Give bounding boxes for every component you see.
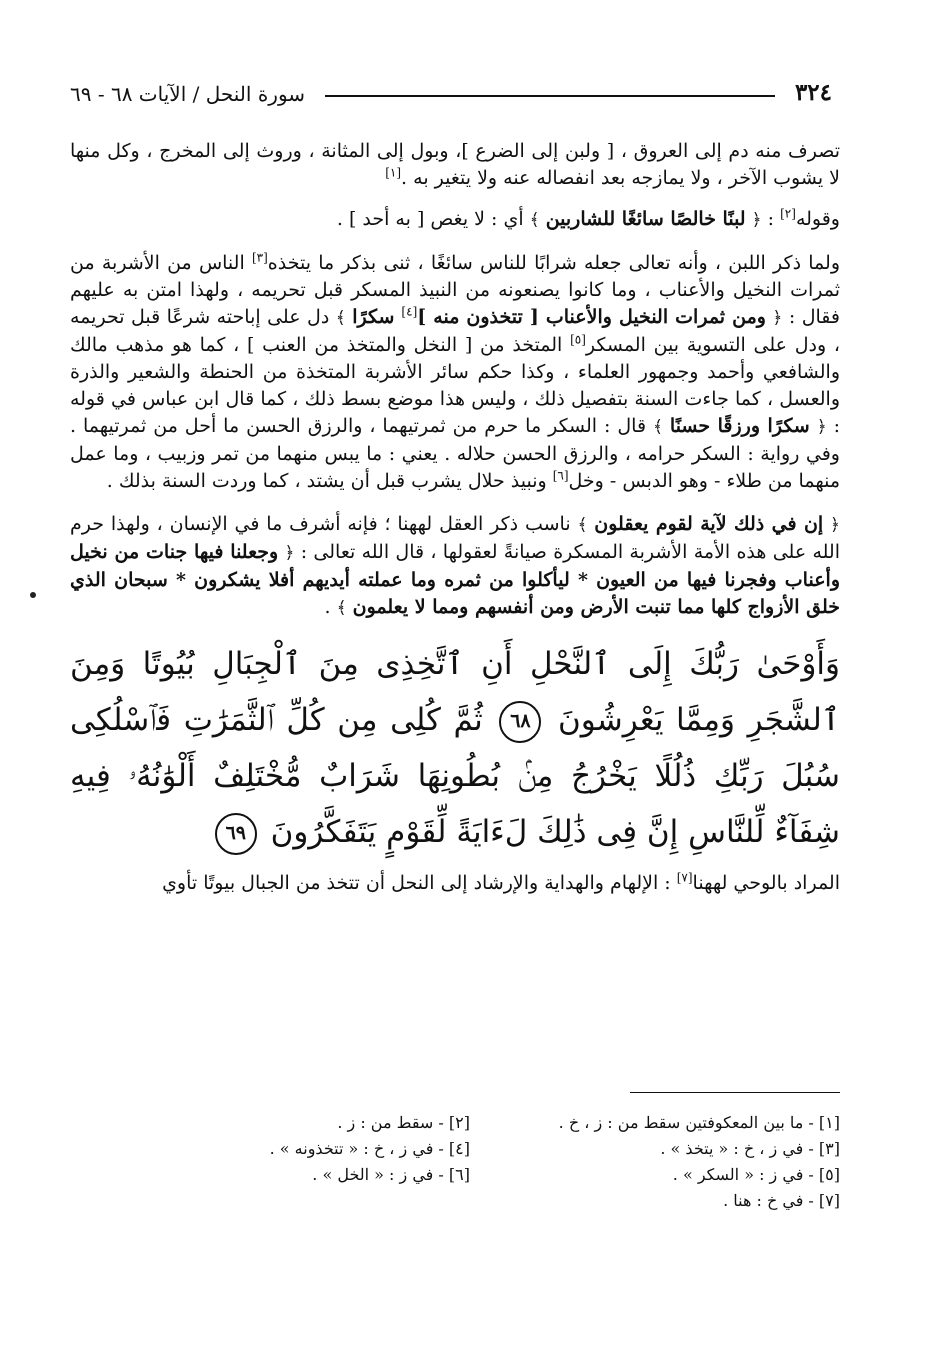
quran-bracket-close: ﴾	[529, 210, 540, 230]
quran-bracket-close: ﴾	[577, 515, 588, 535]
ayah-number-69: ٦٩	[215, 813, 257, 855]
quote-verse: سكرًا	[352, 306, 402, 328]
quote-verse: لبنًا خالصًا سائغًا للشاربين	[545, 208, 746, 230]
page-number: ٣٢٤	[794, 79, 832, 106]
tafsir-paragraph-5	[70, 870, 840, 897]
quran-bracket-close: ﴾	[652, 417, 663, 437]
footnote-row	[70, 1162, 840, 1188]
footnote-6: [٦] - في ز : « الخل » .	[312, 1165, 470, 1184]
quran-bracket-open: ﴿	[830, 515, 840, 535]
p5-a: المراد بالوحي لههنا	[692, 872, 840, 894]
page-header	[70, 70, 840, 106]
p4-a: ناسب ذكر العقل لههنا ؛ فإنه أشرف ما في الإنسان ، ولهذا حرم الله على هذه الأمة الأشربة المسكرة صيانةً لعقولها ، قال الله تعالى :	[70, 513, 840, 563]
surah-title: سورة النحل / الآيات ٦٨ - ٦٩	[70, 82, 306, 106]
footnote-row	[70, 1188, 840, 1214]
p2-start: وقوله	[795, 208, 840, 230]
quote-verse: سكرًا ورزقًا حسنًا	[669, 415, 810, 437]
p3-d: المتخذ من [ النخل والمتخذ من العنب ] ، كما هو مذهب مالك والشافعي وأحمد وجمهور العلماء ، وكذا حكم سائر الأشربة المتخذة من الحنطة والشعير والذرة والعسل ، كما جاءت السنة بتفصيل ذلك ، وليس هذا موضع بسط ذلك ، كما قال ابن عباس في قوله :	[70, 334, 840, 437]
ayah-number-68: ٦٨	[499, 701, 541, 743]
quran-bracket-close: ﴾	[335, 308, 346, 328]
quote-verse: إن في ذلك لآية لقوم يعقلون	[594, 513, 824, 535]
quran-bracket-open: ﴿	[284, 543, 295, 563]
quran-bracket-open: ﴿	[751, 210, 762, 230]
p3-a: ولما ذكر اللبن ، وأنه تعالى جعله شرابًا للناس سائغًا ، ثنى بذكر ما يتخذه	[267, 252, 841, 274]
footnote-2: [٢] - سقط من : ز .	[337, 1113, 470, 1132]
header-rule	[325, 95, 775, 97]
p5-b: : الإلهام والهداية والإرشاد إلى النحل أن تتخذ من الجبال بيوتًا تأوي	[162, 872, 677, 894]
quote-verse: ومن ثمرات النخيل والأعناب [ تتخذون منه ]	[417, 306, 766, 328]
footnote-4: [٤] - في ز ، خ : « تتخذونه » .	[269, 1139, 470, 1158]
verse-68: وَأَوْحَىٰ رَبُّكَ إِلَى ٱلنَّحْلِ أَنِ ٱتَّخِذِى مِنَ ٱلْجِبَالِ بُيُوتًا وَمِنَ ٱلشَّجَرِ وَمِمَّا يَعْرِشُونَ	[70, 646, 840, 738]
quran-bracket-open: ﴿	[816, 417, 827, 437]
tafsir-paragraph-2	[70, 206, 840, 234]
footnote-7: [٧] - في خ : هنا .	[723, 1191, 840, 1210]
footnote-row	[70, 1110, 840, 1136]
footnotes	[70, 1110, 840, 1214]
footnote-ref-5: [٥]	[570, 332, 586, 347]
footnote-ref-7: [٧]	[676, 870, 693, 885]
footnote-ref-3: [٣]	[251, 250, 268, 265]
margin-dot	[30, 592, 36, 598]
footnote-ref-4: [٤]	[401, 304, 418, 319]
p1-text: تصرف منه دم إلى العروق ، [ ولبن إلى الضرع ]، وبول إلى المثانة ، وروث إلى المخرج ، وكل منها لا يشوب الآخر ، ولا يمازجه بعد انفصاله عنه ولا يتغير به .	[70, 140, 840, 189]
tafsir-paragraph-1	[70, 138, 840, 192]
book-page	[70, 70, 840, 1300]
p3-b: الناس من الأشربة من ثمرات النخيل والأعناب ، وما كانوا يصنعونه من النبيذ المسكر قبل تحريمه ، ولهذا امتن به عليهم فقال :	[70, 252, 841, 328]
verse-69: ثُمَّ كُلِى مِن كُلِّ ٱلثَّمَرَٰتِ فَٱسْلُكِى سُبُلَ رَبِّكِ ذُلُلًا يَخْرُجُ مِنۢ بُطُونِهَا شَرَابٌ مُّخْتَلِفٌ أَلْوَٰنُهُۥ فِيهِ شِفَآءٌ لِّلنَّاسِ إِنَّ فِى ذَٰلِكَ لَءَايَةً لِّقَوْمٍ يَتَفَكَّرُونَ	[70, 702, 840, 850]
p3-e: قال : السكر ما حرم من ثمرتيهما ، والرزق الحسن ما أحل من ثمرتيهما . وفي رواية : السكر حرامه ، والرزق الحسن حلاله . يعني : ما يبس منهما من تمر وزبيب ، وما عمل منهما من طلاء - وهو الدبس - وخل	[70, 415, 840, 492]
p2-colon: :	[761, 208, 781, 230]
quote-verse: وجعلنا فيها جنات من نخيل وأعناب وفجرنا فيها من العيون * ليأكلوا من ثمره وما عملته أيديهم أفلا يشكرون * سبحان الذي خلق الأزواج كلها مما تنبت الأرض ومن أنفسهم ومما لا يعلمون	[70, 541, 840, 618]
footnote-ref-6: [٦]	[552, 468, 569, 483]
footnote-row	[70, 1136, 840, 1162]
p3-c: دل على إباحته شرعًا قبل تحريمه ، ودل على التسوية بين المسكر	[70, 306, 840, 356]
tafsir-paragraph-4	[70, 511, 840, 622]
tafsir-paragraph-3	[70, 250, 840, 495]
footnote-5: [٥] - في ز : « السكر » .	[672, 1165, 840, 1184]
footnote-3: [٣] - في ز ، خ : « يتخذ » .	[660, 1139, 840, 1158]
footnote-divider	[630, 1092, 840, 1093]
quran-bracket-close: ﴾	[336, 598, 347, 618]
p4-end: .	[324, 596, 337, 618]
footnote-ref-2: [٢]	[780, 206, 796, 221]
p2-end: أي : لا يغص [ به أحد ] .	[336, 208, 530, 230]
p3-f: ونبيذ حلال يشرب قبل أن يشتد ، كما وردت السنة بذلك .	[106, 470, 553, 492]
footnote-ref-1: [١]	[385, 165, 402, 180]
quran-verses	[70, 636, 840, 860]
footnote-1: [١] - ما بين المعكوفتين سقط من : ز ، خ .	[558, 1113, 840, 1132]
quran-bracket-open: ﴿	[772, 308, 783, 328]
